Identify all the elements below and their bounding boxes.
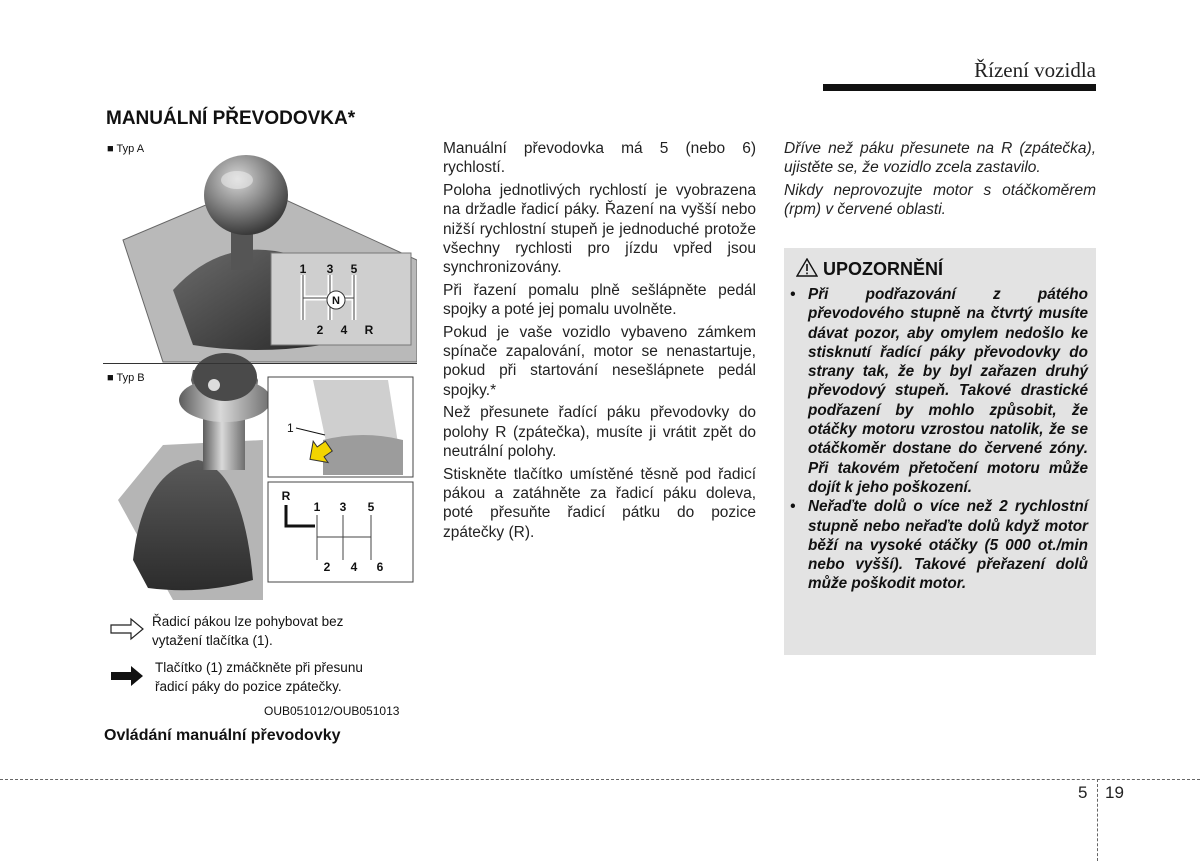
list-item: • Neřaďte dolů o více než 2 rychlostní stupně nebo neřaďte dolů když motor běží na vysoké otáčky (5 000 ot./min nebo vyšší). Takové přeřazení dolů může poškodit motor.	[790, 498, 1088, 593]
gear-b4-label: 4	[350, 560, 358, 574]
paragraph: Stiskněte tlačítko umístěné těsně pod řadicí pákou a zatáhněte za řadicí páku doleva, poté přesuňte řadicí pátku do pozice zpátečky (R).	[443, 465, 756, 541]
main-text-column	[443, 139, 756, 545]
shift-pattern-type-a	[271, 253, 411, 345]
square-bullet-icon: ■	[107, 372, 114, 384]
gear-lever-type-b	[118, 353, 271, 600]
page-number-separator	[1097, 779, 1098, 861]
chapter-title: Řízení vozidla	[974, 58, 1096, 82]
paragraph: Poloha jednotlivých rychlostí je vyobrazena na držadle řadicí páky. Řazení na vyšší nebo nižší rychlostní stupeň je jednoduché protože všechny rychlosti pro jízdu vpřed jsou synchronizovány.	[443, 181, 756, 277]
bullet-icon: •	[790, 498, 796, 516]
header-rule	[823, 84, 1096, 91]
paragraph: Manuální převodovka má 5 (nebo 6) rychlostí.	[443, 140, 756, 177]
legend-item-solid: Tlačítko (1) zmáčkněte při přesunu řadicí páky do pozice zpátečky.	[155, 660, 363, 694]
type-b-label: ■ Typ B	[107, 372, 145, 384]
gear-b6-label: 6	[376, 560, 384, 574]
gear-b3-label: 3	[339, 500, 347, 514]
list-item: • Při podřazování z pátého převodového stupně na čtvrtý musíte dávat pozor, aby omylem nedošlo ke stisknutí řadící páky převodovky do strany tak, že by byl zařazen druhý převodový stupeň. Takové drastické podřazení by mohlo způsobit, že otáčky motoru vzrostou natolik, že se otáčkoměr dostane do červené zóny. Při takovém přetočení motoru může dojít k jeho poškození.	[790, 286, 1088, 496]
warning-triangle-icon	[796, 258, 818, 277]
figure-divider	[103, 363, 417, 364]
legend-item-outline: Řadicí pákou lze pohybovat bez vytažení tlačítka (1).	[152, 614, 344, 648]
neutral-label: N	[332, 295, 340, 307]
square-bullet-icon: ■	[107, 143, 114, 155]
bullet-icon: •	[790, 286, 796, 303]
gear-b1-label: 1	[313, 500, 321, 514]
figure-caption: Ovládání manuální převodovky	[104, 727, 341, 744]
gear-5-label: 5	[350, 262, 358, 276]
reverse-label: R	[281, 489, 291, 503]
image-code: OUB051012/OUB051013	[264, 704, 400, 718]
note-paragraph: Nikdy neprovozujte motor s otáčkoměrem (rpm) v červené oblasti.	[784, 181, 1096, 219]
gear-3-label: 3	[326, 262, 334, 276]
chapter-number: 5	[1078, 783, 1088, 802]
gear-1-label: 1	[299, 262, 307, 276]
footer-rule	[0, 779, 1200, 780]
solid-arrow-icon	[111, 666, 143, 686]
page-number: 19	[1105, 783, 1124, 802]
button-closeup	[268, 377, 413, 477]
section-title: MANUÁLNÍ PŘEVODOVKA*	[106, 108, 356, 129]
paragraph: Při řazení pomalu plně sešlápněte pedál spojky a poté jej pomalu uvolněte.	[443, 281, 756, 319]
callout-number: 1	[287, 421, 294, 435]
warning-title: UPOZORNĚNÍ	[823, 259, 944, 279]
outline-arrow-icon	[111, 619, 143, 639]
notes-column	[784, 139, 1096, 223]
warning-list	[790, 285, 1088, 594]
note-paragraph: Dříve než páku přesunete na R (zpátečka), ujistěte se, že vozidlo zcela zastavilo.	[784, 140, 1096, 177]
shift-pattern-type-b	[268, 482, 413, 582]
paragraph: Pokud je vaše vozidlo vybaveno zámkem spínače zapalování, motor se nenastartuje, pokud při startování nesešlápnete pedál spojky.*	[443, 323, 756, 399]
paragraph: Než přesunete řadící páku převodovky do polohy R (zpátečka), musíte ji vrátit zpět do neutrální polohy.	[443, 404, 756, 461]
type-a-label: ■ Typ A	[107, 143, 145, 155]
warning-heading	[796, 258, 943, 280]
gear-r-label: R	[364, 323, 374, 337]
gear-b2-label: 2	[323, 560, 331, 574]
gear-4-label: 4	[340, 323, 348, 337]
gear-2-label: 2	[316, 323, 324, 337]
gear-b5-label: 5	[367, 500, 375, 514]
